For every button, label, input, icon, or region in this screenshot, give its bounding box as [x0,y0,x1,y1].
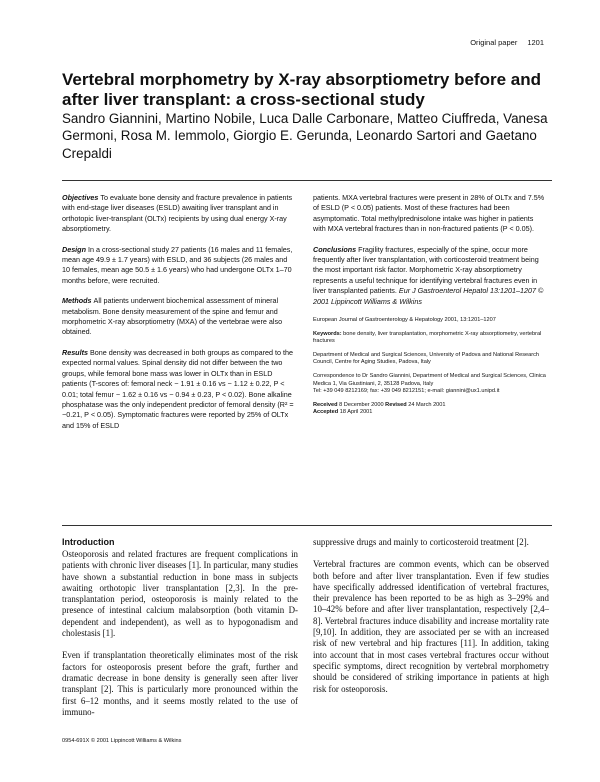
abstract-objectives [62,193,294,235]
revised-label: Revised [385,401,407,408]
objectives-text: To evaluate bone density and fracture prevalence in patients with end-stage liver diseases (ESLD) awaiting liver transplant and in orthotopic liver-transplant (OLTx) recipients by using dual energy X-ray absorptiometry. [62,193,293,234]
section-label: Original paper [470,38,518,47]
results-continued: patients. MXA vertebral fractures were present in 28% of OLTx and 7.5% of ESLD (P < 0.05) patients. Most of these fractures had been asymptomatic. Total methylprednisolone intake was higher in patients with MXA vertebral fractures than in non-fractured patients (P < 0.05). [313,193,545,234]
abstract-conclusions [313,245,548,307]
divider-top [62,180,552,181]
abstract-methods [62,296,294,338]
keywords-label: Keywords: [313,330,342,337]
correspondence-address: Correspondence to Dr Sandro Giannini, Department of Medical and Surgical Sciences, Clinica Medica 1, Via Giustiniani, 2, 35128 Padova, Italy [313,373,546,387]
body-paragraph-1: Osteoporosis and related fractures are frequent complications in patients with chronic liver diseases [1]. In particular, many studies have shown a substantial reduction in bone mass in subjects awaiting orthotopic liver transplantation [2,3]. In the pre-transplantation period, osteoporosis is mainly related to the presence of intestinal calcium malabsorption (both vitamin D-dependent and independent), as well as to hypogonadism and cholestasis [1]. [62,549,298,639]
revised-date: 24 March 2001 [408,401,446,408]
conclusions-label: Conclusions [313,244,357,254]
article-title: Vertebral morphometry by X-ray absorptiometry before and after liver transplant: a cross-sectional study [62,70,541,109]
keywords-text: bone density, liver transplantation, morphometric X-ray absorptiometry, vertebral fractures [313,330,542,345]
body-left-column [62,549,298,729]
abstract-design [62,245,294,287]
keywords [313,331,548,346]
correspondence [313,373,548,396]
section-heading-introduction: Introduction [62,537,115,547]
journal-ref: European Journal of Gastroenterology & Hepatology 2001, 13:1201–1207 [313,317,496,324]
methods-text: All patients underwent biochemical assessment of mineral metabolism. Bone density measurement of the spine and femur and morphometric X-ray absorptiometry (MXA) of the vertebrae were also obtained. [62,296,283,337]
dates [313,402,548,417]
results-label: Results [62,347,88,357]
received-date: 8 December 2000 [339,401,384,408]
body-right-column [313,537,549,706]
results-text: Bone density was decreased in both groups as compared to the expected normal values. Spinal density did not differ between the two groups, while femoral bone mass was lower in OLTx than in ESLD patients (T-scores of: femoral neck − 1.91 ± 0.16 vs − 1.12 ± 0.22, P < 0.01; total femur − 1.62 ± 0.16 vs − 0.94 ± 0.23, P < 0.02). Bone alkaline phosphatase was the only independent predictor of femoral density (R² = −0.21, P < 0.05). Symptomatic fractures were reported by 25% of OLTx and 15% of ESLD [62,347,294,430]
received-label: Received [313,401,338,408]
page-number: 1201 [527,38,544,47]
abstract-left [62,193,294,441]
abstract-results [62,348,294,431]
citation-text: Eur J Gastroenterol Hepatol 13:1201–1207 © 2001 Lippincott Williams & Wilkins [313,286,544,306]
body-paragraph-2-cont: suppressive drugs and mainly to corticosteroid treatment [2]. [313,537,529,547]
design-text: In a cross-sectional study 27 patients (16 males and 11 females, mean age 49.9 ± 1.7 years) with ESLD, and 36 subjects (26 males and 10 females, mean age 50.5 ± 1.6 years) who had undergone OLTx 1–70 months before, were recruited. [62,244,293,285]
methods-label: Methods [62,296,92,306]
body-paragraph-2: Even if transplantation theoretically eliminates most of the risk factors for osteoporosis present before the graft, further and dramatic decrease in bone density is generally seen after liver transplant [2]. This is particularly more pronounced within the first 6–12 months, and it seems mostly related to the use of immuno- [62,650,298,717]
conclusions-text: Fragility fractures, especially of the spine, occur more frequently after liver transplantation, with corticosteroid treatment being the most important risk factor. Morphometric X-ray absorptiometry represents a useful technique for identifying vertebral fractures even in liver transplanted patients. [313,244,539,296]
accepted-date: 18 April 2001 [339,409,373,416]
page-header [460,38,544,47]
affiliation: Department of Medical and Surgical Sciences, University of Padova and National Research Council, Centre for Aging Studies, Padova, Italy [313,351,540,366]
objectives-label: Objectives [62,193,99,202]
body-paragraph-3: Vertebral fractures are common events, which can be observed both before and after liver transplantation. Even if few studies have specifically addressed identification of vertebral fractures, their prevalence has been reported to be as high as 3–29% and 10–42% before and after liver transplantation, respectively [2,4–8]. Vertebral fractures induce disability and increase mortality rate [9,10]. In addition, they are associated per se with an increased risk of new vertebral and hip fractures [11]. In addition, taking into account that in most cases vertebral fractures occur without specific symptoms, direct recognition by vertebral morphometry should be considered of striking importance in patients at high risk for osteoporosis. [313,559,549,694]
accepted-label: Accepted [313,409,339,416]
divider-mid [62,525,552,526]
abstract-right [313,193,548,423]
author-list: Sandro Giannini, Martino Nobile, Luca Dalle Carbonare, Matteo Ciuffreda, Vanesa Germoni, Rosa M. Iemmolo, Giorgio E. Gerunda, Leonardo Sartori and Gaetano Crepaldi [62,111,548,161]
design-label: Design [62,244,86,254]
page-footer: 0954-691X © 2001 Lippincott Williams & Wilkins [62,738,182,744]
correspondence-contact: Tel: +39 049 8212169; fax: +39 049 8212151; e-mail: giannini@ux1.unipd.it [313,388,500,395]
